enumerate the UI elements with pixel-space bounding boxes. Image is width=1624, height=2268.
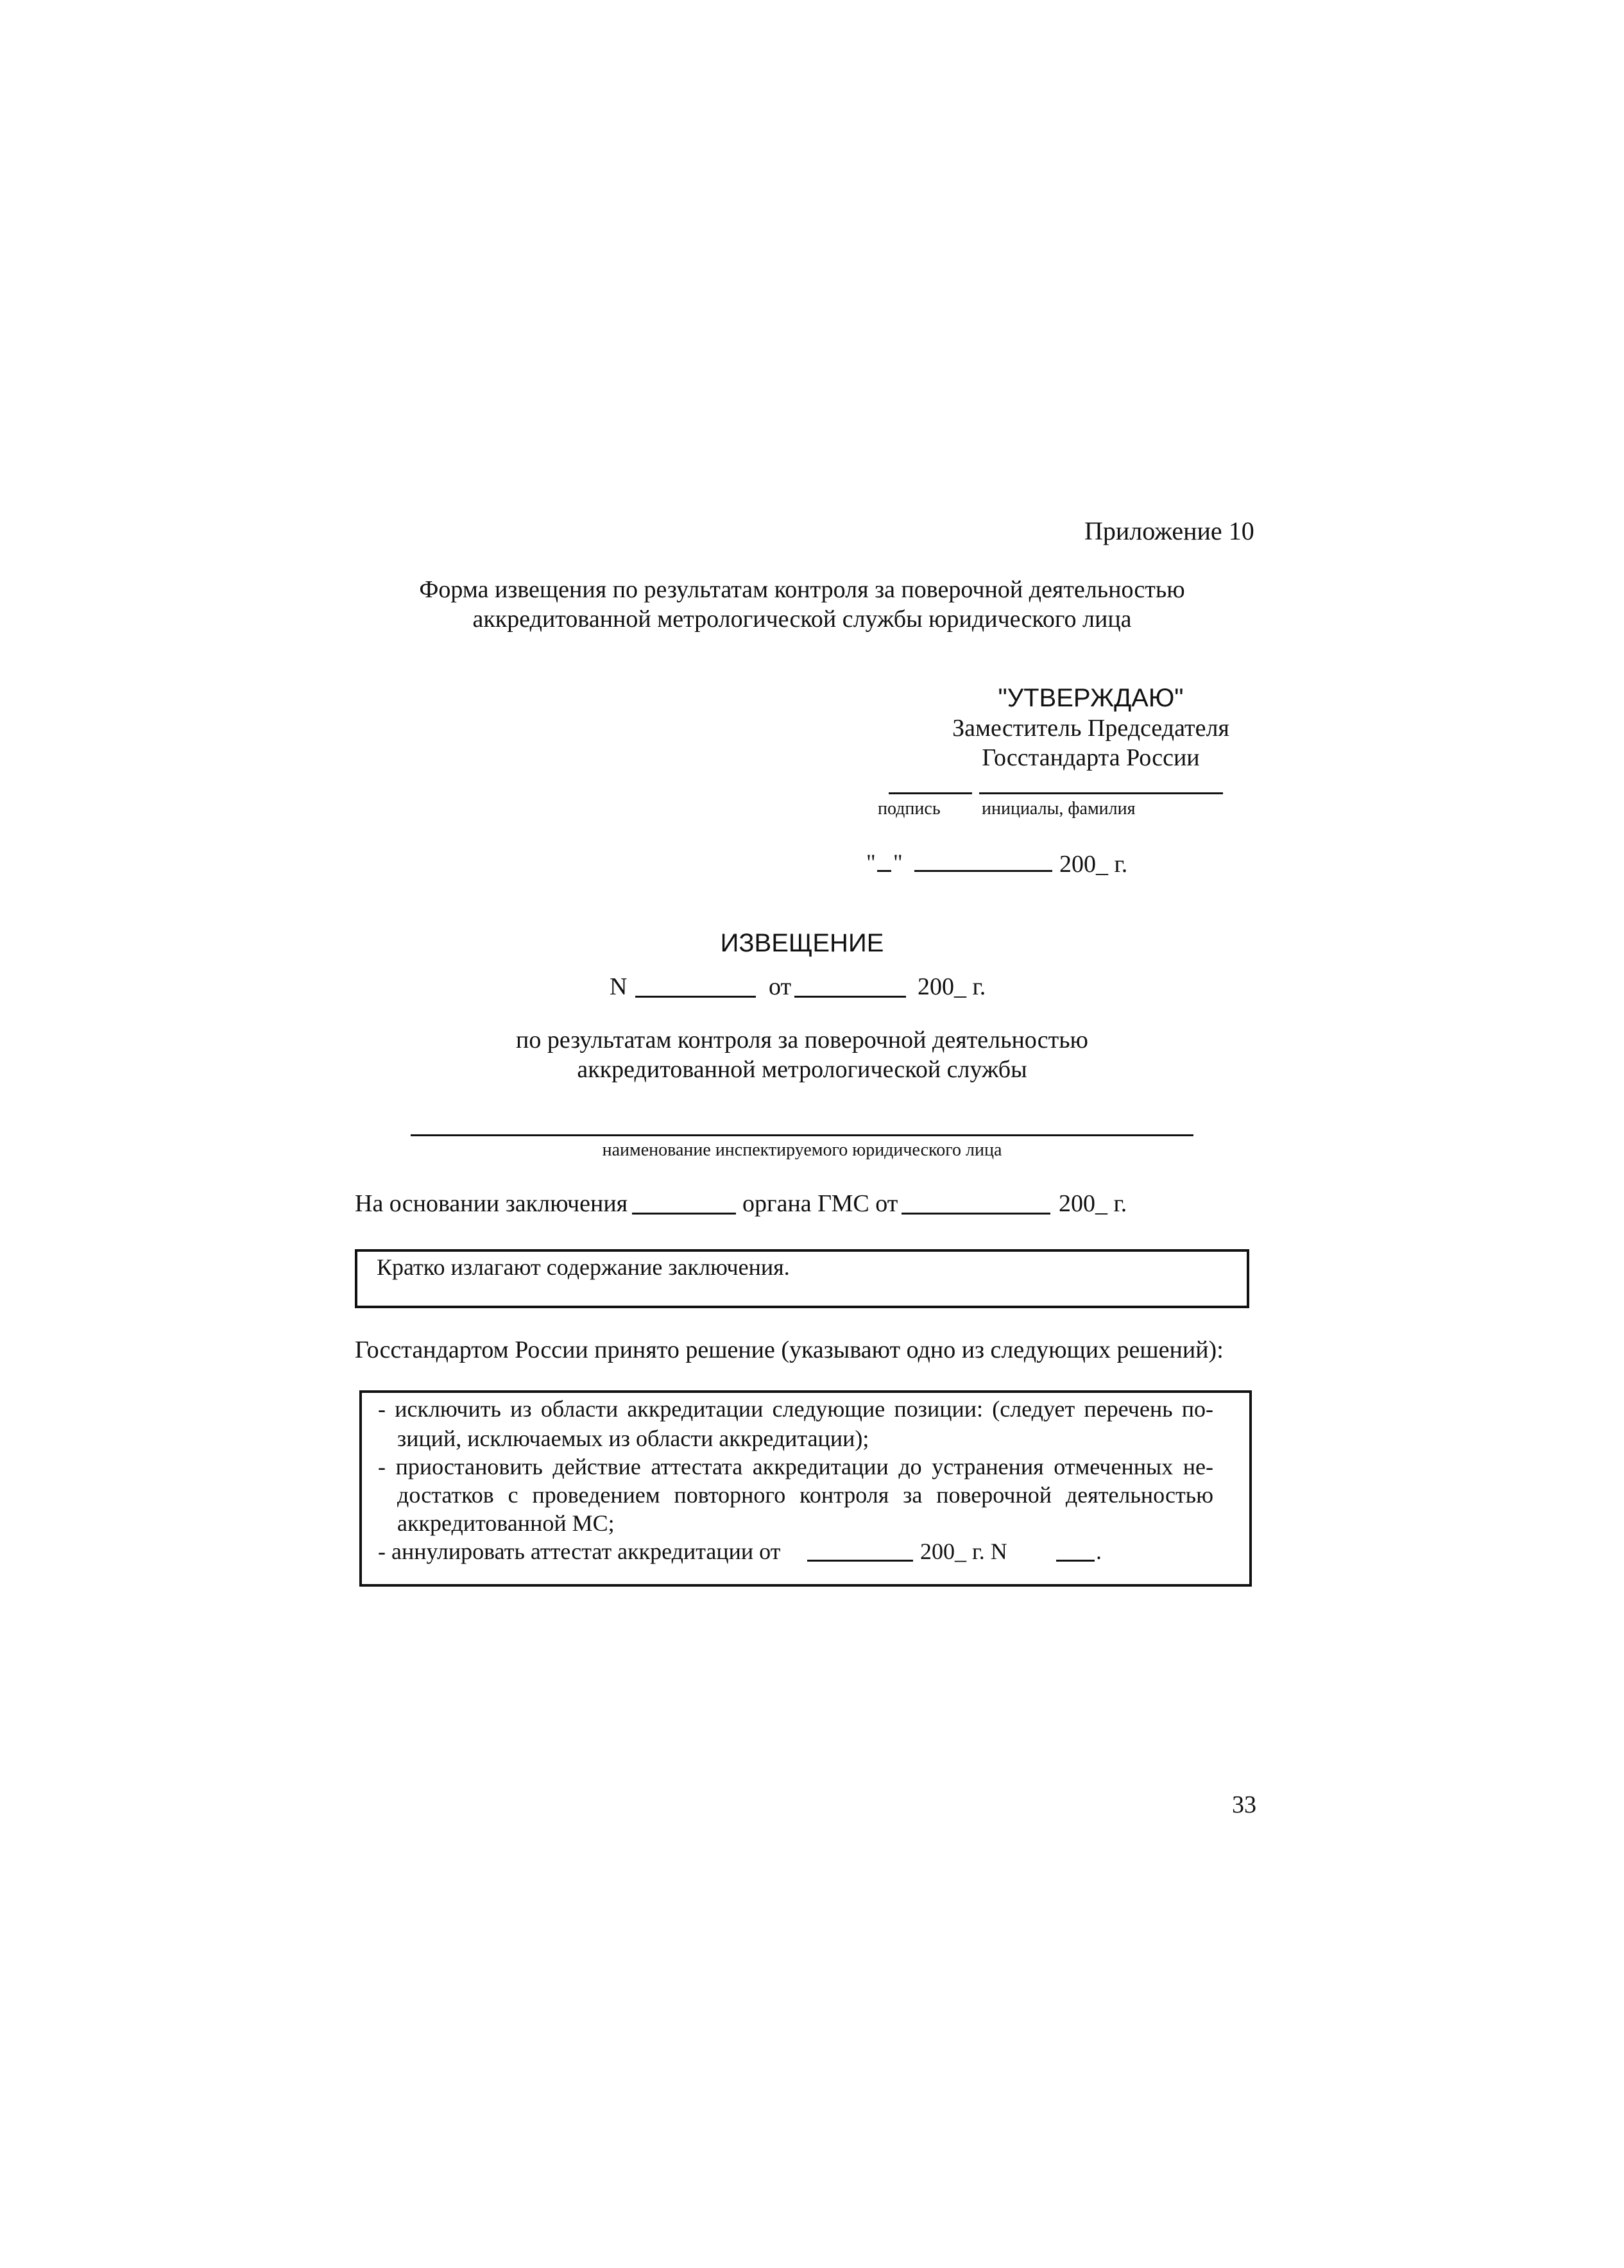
notice-from-label: от — [769, 973, 792, 1000]
form-title-line1: Форма извещения по результатам контроля за поверочной деятельностью — [419, 576, 1185, 603]
approval-position-line1: Заместитель Председателя — [952, 715, 1229, 742]
basis-year: 200_ г. — [1059, 1190, 1127, 1217]
decision-line-3: - приостановить действие аттестата аккредитации до устранения отмеченных не- — [378, 1454, 1213, 1479]
decision-annul-date-line — [807, 1560, 913, 1562]
notice-year: 200_ г. — [918, 973, 986, 1000]
basis-prefix: На основании заключения — [355, 1190, 628, 1217]
summary-text: Кратко излагают содержание заключения. — [377, 1254, 790, 1280]
decision-line-5: аккредитованной МС; — [397, 1510, 615, 1536]
signature-line — [889, 792, 972, 794]
decision-line-1: - исключить из области аккредитации следующие позиции: (следует перечень по- — [378, 1396, 1213, 1422]
notice-number-line — [635, 996, 756, 998]
initials-caption: инициалы, фамилия — [982, 799, 1136, 819]
decisions-box — [359, 1390, 1252, 1587]
decision-line-2: зиций, исключаемых из области аккредитации); — [397, 1426, 869, 1451]
notice-subtitle-line1: по результатам контроля за поверочной деятельностью — [516, 1027, 1088, 1053]
entity-name-caption: наименование инспектируемого юридического лица — [602, 1140, 1002, 1160]
form-title-line2: аккредитованной метрологической службы юридического лица — [472, 606, 1132, 633]
basis-date-line — [902, 1213, 1050, 1215]
approval-day-line — [877, 870, 891, 872]
summary-box — [355, 1249, 1249, 1308]
signature-caption: подпись — [878, 799, 941, 819]
approval-month-line — [914, 870, 1052, 872]
approval-date-quote-open: " — [866, 849, 876, 875]
approval-position-line2: Госстандарта России — [982, 744, 1200, 771]
decision-intro: Госстандартом России принято решение (указывают одно из следующих решений): — [355, 1336, 1224, 1363]
decision-line-6-end: . — [1096, 1539, 1102, 1564]
decision-line-4: достатков с проведением повторного контроля за поверочной деятельностью — [397, 1482, 1213, 1508]
notice-date-line — [794, 996, 906, 998]
page-number: 33 — [1232, 1791, 1256, 1818]
entity-name-line — [411, 1134, 1193, 1136]
decision-line-6-prefix: - аннулировать аттестат аккредитации от — [378, 1539, 781, 1564]
notice-heading: ИЗВЕЩЕНИЕ — [720, 929, 884, 957]
approval-stamp: "УТВЕРЖДАЮ" — [998, 684, 1184, 712]
notice-subtitle-line2: аккредитованной метрологической службы — [577, 1056, 1027, 1083]
approval-date-quote-close: " — [893, 849, 903, 875]
approval-date-year: 200_ г. — [1059, 851, 1128, 878]
notice-number-prefix: N — [610, 973, 628, 1000]
basis-organ: органа ГМС от — [742, 1190, 898, 1217]
initials-line — [979, 792, 1223, 794]
decision-line-6-year: 200_ г. N — [920, 1539, 1007, 1564]
appendix-label: Приложение 10 — [1084, 516, 1254, 545]
basis-conclusion-line — [632, 1213, 736, 1215]
decision-annul-number-line — [1056, 1560, 1095, 1562]
